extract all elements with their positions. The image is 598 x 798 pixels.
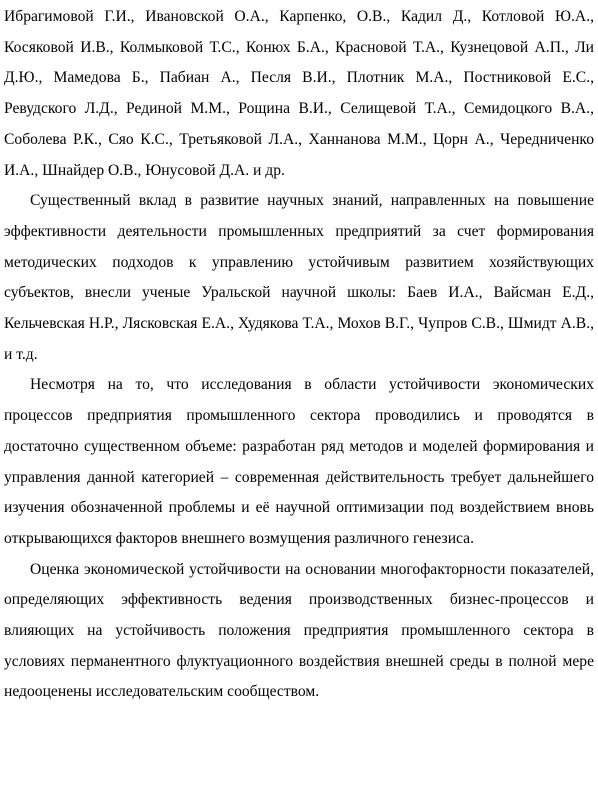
paragraph-assessment: Оценка экономической устойчивости на основании многофакторности показателей, определяющих эффективность ведения производственных бизнес-процессов и влияющих на устойчивость положения предприятия промышленного сектора в условиях перманентного флуктуационного воздействия внешней среды в полной мере недооценены исследовательским сообществом. bbox=[4, 560, 594, 701]
paragraph-author-list: Ибрагимовой Г.И., Ивановской О.А., Карпенко, О.В., Кадил Д., Котловой Ю.А., Косяковой И.В., Колмыковой Т.С., Конюх Б.А., Красновой Т.А., Кузнецовой А.П., Ли Д.Ю., Мамедова Б., Пабиан А., Песля В.И., Плотник М.А., Постниковой Е.С., Ревудского Л.Д., Рединой М.М., Рощина В.И., Селищевой Т.А., Семидоцкого В.А., Соболева Р.К., Сяо К.С., Третьяковой Л.А., Ханнанова М.М., Цорн А., Чередниченко И.А., Шнайдер О.В., Юнусовой Д.А. и др. bbox=[4, 8, 594, 179]
paragraph-ural-school: Существенный вклад в развитие научных знаний, направленных на повышение эффективности деятельности промышленных предприятий за счет формирования методических подходов к управлению устойчивым развитием хозяйствующих субъектов, внесли ученые Уральской научной школы: Баев И.А., Вайсман Е.Д., Кельчевская Н.Р., Лясковская Е.А., Худякова Т.А., Мохов В.Г., Чупров С.В., Шмидт А.В., и т.д. bbox=[4, 192, 594, 363]
paragraph-research-scope: Несмотря на то, что исследования в области устойчивости экономических процессов предприятия промышленного сектора проводились и проводятся в достаточно существенном объеме: разработан ряд методов и моделей формирования и управления данной категорией – современная действительность требует дальнейшего изучения обозначенной проблемы и её научной оптимизации под воздействием вновь открывающихся факторов внешнего возмущения различного генезиса. bbox=[4, 376, 594, 547]
